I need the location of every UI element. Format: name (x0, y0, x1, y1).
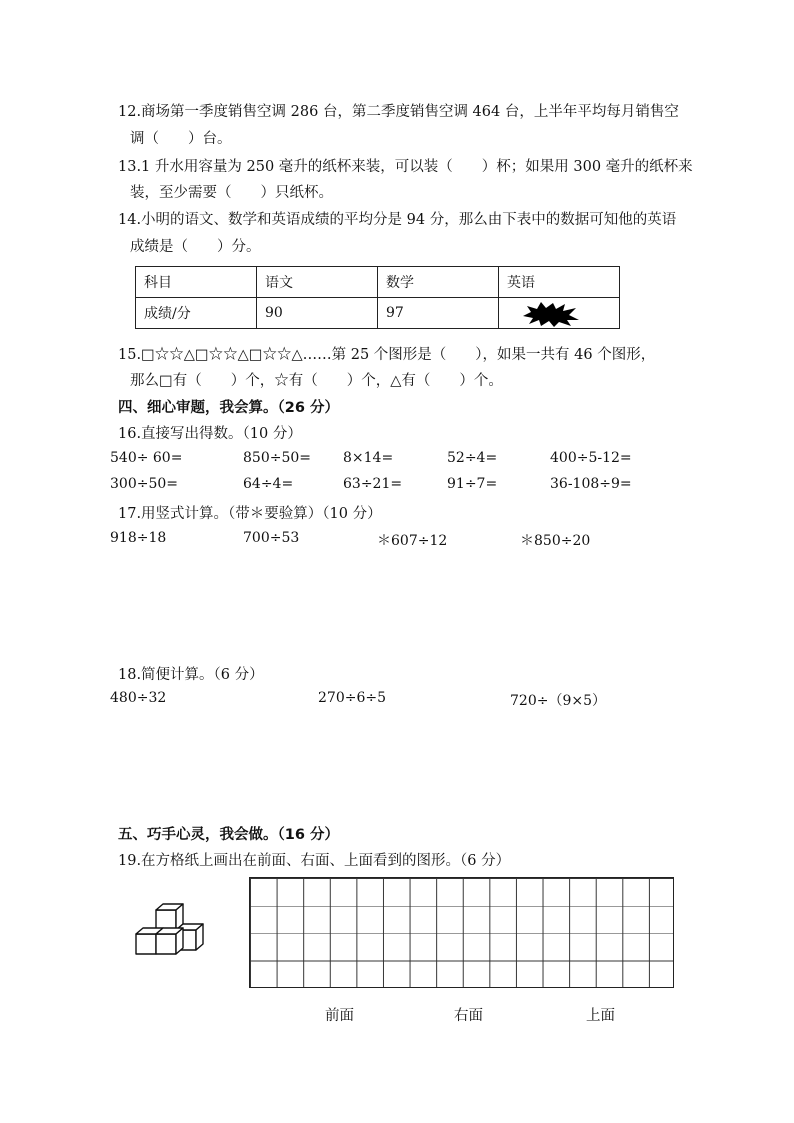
calc-item: 36-108÷9= (550, 476, 632, 492)
q15-line1: 15.□☆☆△□☆☆△□☆☆△……第 25 个图形是（ ），如果一共有 46 个图形， (118, 347, 656, 363)
vertical-calc-item: 700÷53 (243, 530, 300, 546)
table-header-row (136, 267, 620, 298)
calc-item: 540÷ 60= (110, 450, 183, 466)
front-view-label: 前面 (325, 1008, 354, 1024)
q12-line1: 12.商场第一季度销售空调 286 台，第二季度销售空调 464 台，上半年平均每月销售空 (118, 104, 679, 120)
table-cell: 语文 (257, 267, 378, 298)
q18-title: 18.简便计算。（6 分） (118, 667, 264, 683)
top-view-label: 上面 (586, 1008, 615, 1024)
table-cell: 97 (378, 298, 499, 329)
q17-title: 17.用竖式计算。（带＊要验算）（10 分） (118, 506, 382, 522)
section-4-title: 四、细心审题，我会算。（26 分） (118, 400, 339, 416)
q14-line1: 14.小明的语文、数学和英语成绩的平均分是 94 分，那么由下表中的数据可知他的英语 (118, 212, 677, 228)
vertical-calc-item: ＊607÷12 (377, 533, 448, 549)
score-table (135, 266, 620, 329)
table-cell: 成绩/分 (136, 298, 257, 329)
right-view-label: 右面 (454, 1008, 483, 1024)
calc-item: 52÷4= (447, 450, 498, 466)
table-cell: 数学 (378, 267, 499, 298)
calc-item: 300÷50= (110, 476, 178, 492)
drawing-grid[interactable] (249, 877, 674, 988)
q19-title: 19.在方格纸上画出在前面、右面、上面看到的图形。（6 分） (118, 853, 511, 869)
q14-line2: 成绩是（ ）分。 (130, 239, 261, 255)
section-5-title: 五、巧手心灵，我会做。（16 分） (118, 827, 339, 843)
calc-item: 64÷4= (243, 476, 294, 492)
table-cell: 英语 (499, 267, 620, 298)
simplify-calc-item: 480÷32 (110, 690, 167, 706)
q15-line2: 那么□有（ ）个，☆有（ ）个，△有（ ）个。 (130, 373, 503, 389)
q16-title: 16.直接写出得数。（10 分） (118, 426, 302, 442)
calc-item: 8×14= (343, 450, 394, 466)
table-row (136, 298, 620, 329)
calc-item: 63÷21= (343, 476, 403, 492)
q13-line2: 装，至少需要（ ）只纸杯。 (130, 185, 333, 201)
q13-line1: 13.1 升水用容量为 250 毫升的纸杯来装，可以装（ ）杯；如果用 300 毫升的纸杯来 (118, 159, 693, 175)
ink-blot-cell (499, 298, 620, 329)
simplify-calc-item: 720÷（9×5） (510, 693, 606, 709)
table-cell: 科目 (136, 267, 257, 298)
calc-item: 91÷7= (447, 476, 498, 492)
calc-item: 400÷5-12= (550, 450, 632, 466)
cube-stack-figure (130, 900, 206, 960)
vertical-calc-item: ＊850÷20 (520, 533, 591, 549)
ink-blot-icon (521, 300, 581, 328)
vertical-calc-item: 918÷18 (110, 530, 167, 546)
simplify-calc-item: 270÷6÷5 (318, 690, 386, 706)
table-cell: 90 (257, 298, 378, 329)
q12-line2: 调（ ）台。 (130, 131, 232, 147)
calc-item: 850÷50= (243, 450, 311, 466)
